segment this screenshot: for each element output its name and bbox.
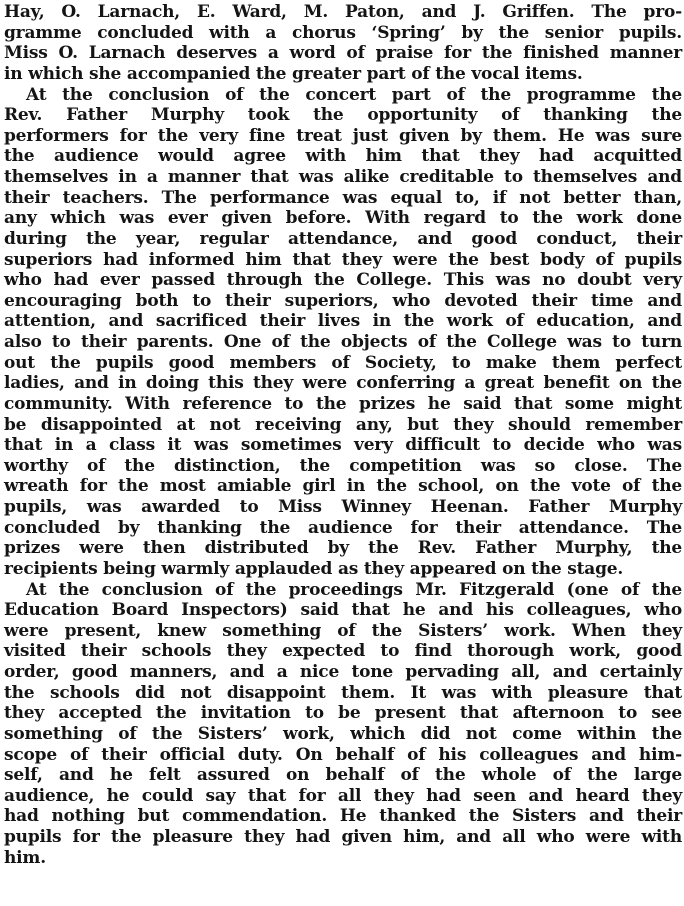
text-line: wreath for the most amiable girl in the school, on the vote of the [4, 476, 682, 497]
text-line: community. With reference to the prizes he said that some might [4, 393, 682, 414]
text-line: their teachers. The performance was equal to, if not better than, [4, 187, 682, 208]
text-line: gramme concluded with a chorus ‘Spring’ by the senior pupils. [4, 22, 682, 43]
text-line: him. [4, 847, 46, 868]
text-line: pupils for the pleasure they had given him, and all who were with [4, 827, 682, 847]
text-line: be disappointed at not receiving any, but they should remember [4, 414, 682, 435]
text-line: the audience would agree with him that they had acquitted [4, 146, 682, 167]
text-line: At the conclusion of the concert part of the programme the [26, 84, 682, 105]
text-line: something of the Sisters’ work, which did not come within the [4, 723, 682, 744]
article-column [4, 2, 682, 868]
text-line: they accepted the invitation to be present that afternoon to see [4, 703, 682, 724]
text-line: also to their parents. One of the objects of the College was to turn [4, 332, 682, 352]
text-line: during the year, regular attendance, and good conduct, their [4, 228, 682, 249]
text-line: recipients being warmly applauded as they appeared on the stage. [4, 558, 624, 579]
paragraph-3 [4, 580, 682, 869]
text-line: ladies, and in doing this they were conferring a great benefit on the [4, 373, 682, 394]
text-line: Miss O. Larnach deserves a word of praise for the finished manner [4, 43, 682, 64]
text-line: audience, he could say that for all they had seen and heard they [4, 785, 682, 806]
text-line: themselves in a manner that was alike creditable to themselves and [4, 167, 682, 187]
text-line: attention, and sacrificed their lives in the work of education, and [4, 311, 682, 332]
text-line: performers for the very fine treat just given by them. He was sure [4, 125, 682, 146]
text-line: scope of their official duty. On behalf of his colleagues and him- [4, 744, 682, 765]
text-line: At the conclusion of the proceedings Mr. Fitzgerald (one of the [26, 579, 682, 600]
text-line: superiors had informed him that they were the best body of pupils [4, 249, 682, 270]
text-line: concluded by thanking the audience for their attendance. The [4, 517, 682, 538]
text-line: order, good manners, and a nice tone pervading all, and certainly [4, 662, 682, 682]
text-line: encouraging both to their superiors, who devoted their time and [4, 290, 682, 311]
text-line: pupils, was awarded to Miss Winney Heenan. Father Murphy [4, 497, 682, 517]
text-line: visited their schools they expected to find thorough work, good [4, 641, 682, 662]
text-line: Rev. Father Murphy took the opportunity of thanking the [4, 105, 682, 126]
text-line: Hay, O. Larnach, E. Ward, M. Paton, and J. Griffen. The pro- [4, 2, 682, 22]
text-line: out the pupils good members of Society, to make them perfect [4, 352, 682, 373]
text-line: the schools did not disappoint them. It was with pleasure that [4, 682, 682, 703]
paragraph-2 [4, 85, 682, 580]
text-line: had nothing but commendation. He thanked the Sisters and their [4, 806, 682, 827]
text-line: worthy of the distinction, the competition was so close. The [4, 455, 682, 476]
text-line: that in a class it was sometimes very difficult to decide who was [4, 435, 682, 456]
text-line: who had ever passed through the College. This was no doubt very [4, 270, 682, 291]
paragraph-1 [4, 2, 682, 85]
text-line: were present, knew something of the Sisters’ work. When they [4, 620, 682, 641]
text-line: in which she accompanied the greater part of the vocal items. [4, 63, 583, 84]
text-line: self, and he felt assured on behalf of the whole of the large [4, 765, 682, 786]
text-line: Education Board Inspectors) said that he and his colleagues, who [4, 600, 682, 621]
text-line: prizes were then distributed by the Rev. Father Murphy, the [4, 538, 682, 559]
text-line: any which was ever given before. With regard to the work done [4, 208, 682, 229]
